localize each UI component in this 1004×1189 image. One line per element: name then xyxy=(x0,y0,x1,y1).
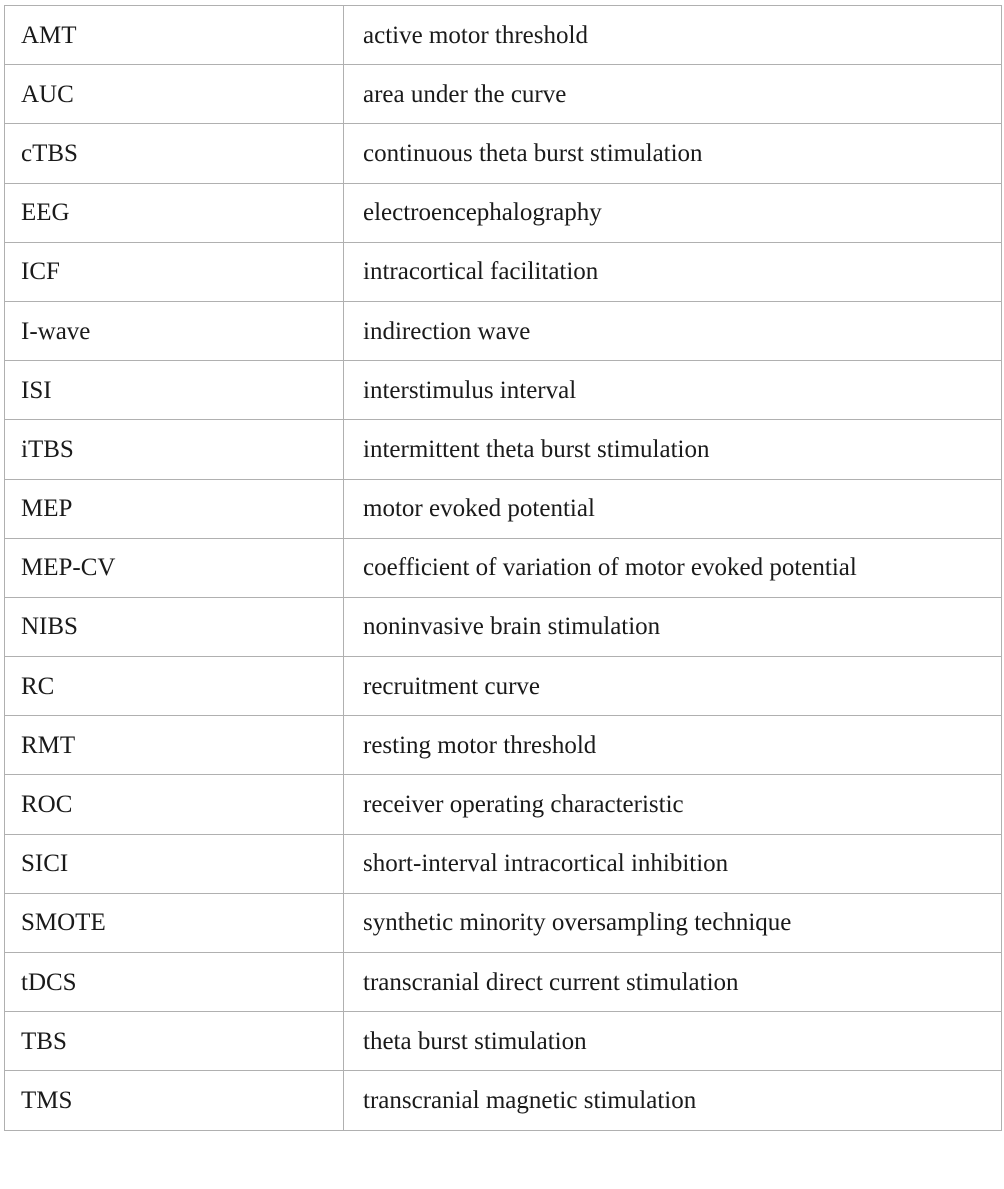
abbreviation-definition: receiver operating characteristic xyxy=(344,775,1002,834)
abbreviation-term: TMS xyxy=(5,1071,344,1130)
abbreviation-term: I-wave xyxy=(5,301,344,360)
abbreviation-term: iTBS xyxy=(5,420,344,479)
abbreviation-definition: coefficient of variation of motor evoked potential xyxy=(344,538,1002,597)
abbreviation-definition: transcranial direct current stimulation xyxy=(344,953,1002,1012)
abbreviation-term: RMT xyxy=(5,716,344,775)
table-row xyxy=(5,242,1002,301)
abbreviation-definition: noninvasive brain stimulation xyxy=(344,597,1002,656)
table-row xyxy=(5,834,1002,893)
abbreviation-definition: intracortical facilitation xyxy=(344,242,1002,301)
abbreviation-definition: resting motor threshold xyxy=(344,716,1002,775)
abbreviation-term: AMT xyxy=(5,6,344,65)
abbreviation-definition: transcranial magnetic stimulation xyxy=(344,1071,1002,1130)
abbreviations-table-body xyxy=(5,6,1002,1131)
abbreviation-definition: motor evoked potential xyxy=(344,479,1002,538)
table-row xyxy=(5,953,1002,1012)
abbreviations-table xyxy=(4,5,1002,1131)
table-row xyxy=(5,1071,1002,1130)
abbreviation-term: NIBS xyxy=(5,597,344,656)
abbreviation-definition: continuous theta burst stimulation xyxy=(344,124,1002,183)
abbreviation-definition: intermittent theta burst stimulation xyxy=(344,420,1002,479)
abbreviation-term: SICI xyxy=(5,834,344,893)
table-row xyxy=(5,183,1002,242)
abbreviation-definition: active motor threshold xyxy=(344,6,1002,65)
abbreviation-definition: electroencephalography xyxy=(344,183,1002,242)
abbreviation-definition: interstimulus interval xyxy=(344,361,1002,420)
table-row xyxy=(5,716,1002,775)
abbreviation-term: MEP xyxy=(5,479,344,538)
abbreviation-term: cTBS xyxy=(5,124,344,183)
abbreviation-term: AUC xyxy=(5,65,344,124)
abbreviation-definition: theta burst stimulation xyxy=(344,1012,1002,1071)
abbreviation-definition: area under the curve xyxy=(344,65,1002,124)
abbreviation-term: ICF xyxy=(5,242,344,301)
table-row xyxy=(5,124,1002,183)
abbreviation-term: tDCS xyxy=(5,953,344,1012)
abbreviation-definition: indirection wave xyxy=(344,301,1002,360)
table-row xyxy=(5,420,1002,479)
table-row xyxy=(5,65,1002,124)
table-row xyxy=(5,301,1002,360)
table-row xyxy=(5,479,1002,538)
table-row xyxy=(5,6,1002,65)
table-row xyxy=(5,361,1002,420)
table-row xyxy=(5,775,1002,834)
abbreviation-definition: recruitment curve xyxy=(344,657,1002,716)
abbreviation-term: EEG xyxy=(5,183,344,242)
table-row xyxy=(5,597,1002,656)
abbreviation-term: MEP-CV xyxy=(5,538,344,597)
abbreviation-term: RC xyxy=(5,657,344,716)
table-row xyxy=(5,657,1002,716)
abbreviation-term: ROC xyxy=(5,775,344,834)
abbreviation-definition: synthetic minority oversampling technique xyxy=(344,893,1002,952)
abbreviation-term: ISI xyxy=(5,361,344,420)
abbreviation-term: TBS xyxy=(5,1012,344,1071)
abbreviation-definition: short-interval intracortical inhibition xyxy=(344,834,1002,893)
table-row xyxy=(5,1012,1002,1071)
abbreviation-term: SMOTE xyxy=(5,893,344,952)
table-row xyxy=(5,538,1002,597)
table-row xyxy=(5,893,1002,952)
